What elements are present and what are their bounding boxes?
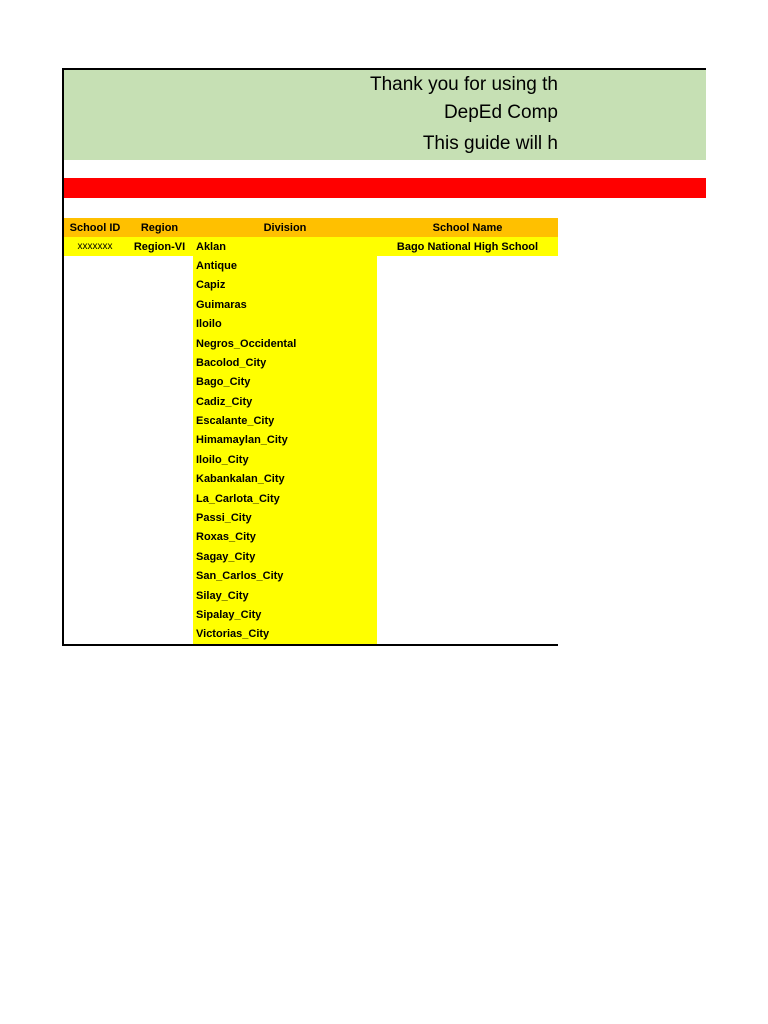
division-item: Sipalay_City <box>196 608 262 621</box>
cell-school-id: xxxxxxx <box>77 241 113 253</box>
cell-school-name: Bago National High School <box>396 240 539 253</box>
sheet-bottom-border <box>62 644 558 646</box>
division-item: Passi_City <box>196 512 252 525</box>
header-region: Region <box>140 221 179 234</box>
cell-region: Region-VI <box>133 240 186 253</box>
sheet-top-border <box>62 68 706 70</box>
division-item: Iloilo_City <box>196 453 249 466</box>
division-item: Himamaylan_City <box>196 434 288 447</box>
division-item: Victorias_City <box>196 628 270 641</box>
division-item: Escalante_City <box>196 415 275 428</box>
division-item: Roxas_City <box>196 531 256 544</box>
division-list <box>193 237 377 644</box>
title-line-2: DepEd Comp <box>443 102 558 123</box>
division-item: Antique <box>196 260 237 273</box>
header-division: Division <box>263 221 307 234</box>
division-item: Guimaras <box>196 298 247 311</box>
title-text <box>64 70 558 160</box>
division-item: Sagay_City <box>196 550 256 563</box>
table-header-row <box>64 218 558 237</box>
division-item: Capiz <box>196 279 226 292</box>
division-item: Bago_City <box>196 376 251 389</box>
division-item: Negros_Occidental <box>196 337 297 350</box>
division-item: Kabankalan_City <box>196 473 285 486</box>
header-school-name: School Name <box>432 221 503 234</box>
red-divider-band <box>64 178 706 198</box>
division-item: Cadiz_City <box>196 395 253 408</box>
division-item: Silay_City <box>196 589 249 602</box>
division-item: La_Carlota_City <box>196 492 280 505</box>
title-line-1: Thank you for using th <box>370 74 558 95</box>
title-line-3: This guide will h <box>422 133 558 154</box>
division-item: Bacolod_City <box>196 356 267 369</box>
division-item: Iloilo <box>196 318 222 331</box>
header-school-id: School ID <box>69 221 121 234</box>
division-item: San_Carlos_City <box>196 570 284 583</box>
division-item: Aklan <box>196 240 226 253</box>
sheet-left-border <box>62 68 64 646</box>
